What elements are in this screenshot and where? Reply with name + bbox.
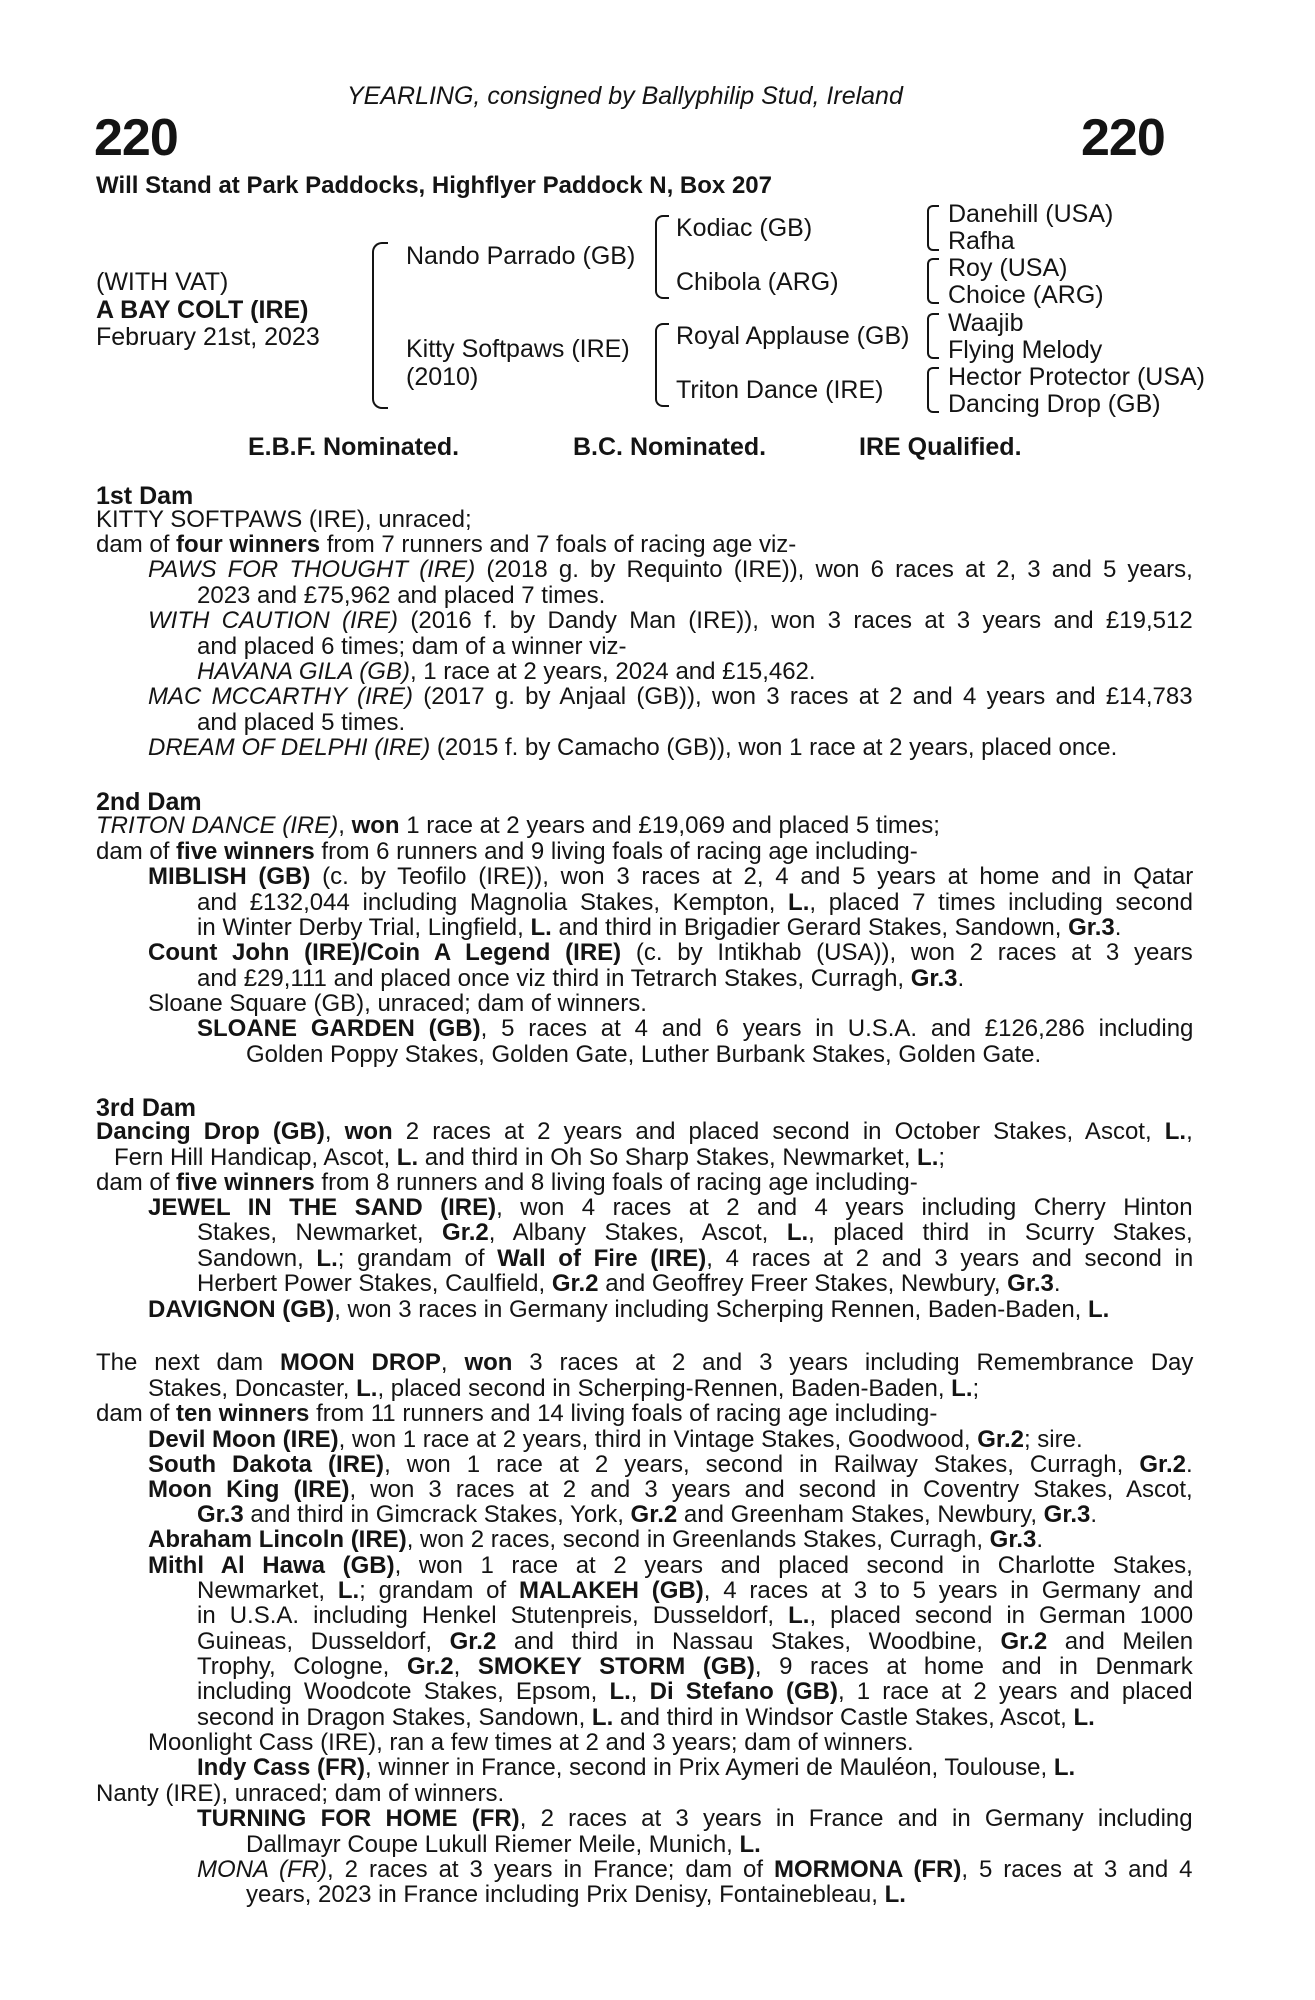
body-line — [197, 1654, 1193, 1679]
text-run: and £29,111 and placed once viz third in Tetrarch Stakes, Curragh, — [197, 965, 911, 992]
body-line — [197, 890, 1193, 915]
body-line — [197, 1502, 1097, 1527]
text-run: and placed 6 times; dam of a winner viz- — [197, 633, 627, 660]
text-run: . — [1090, 1501, 1098, 1528]
text-run: and Meilen — [1047, 1628, 1194, 1655]
bold-text: L. — [396, 1144, 419, 1171]
body-line — [148, 1477, 1193, 1502]
text-run: Herbert Power Stakes, Caulfield, — [197, 1270, 552, 1297]
text-run: from 7 runners and 7 foals of racing age viz- — [320, 531, 797, 558]
body-line — [148, 991, 647, 1016]
text-run: , 4 races at 3 to 5 years in Germany and — [703, 1577, 1194, 1604]
dam-year: (2010) — [406, 363, 479, 391]
text-run: and third in Nassau Stakes, Woodbine, — [496, 1628, 1001, 1655]
body-line — [148, 557, 1193, 582]
body-line — [148, 1452, 1193, 1477]
text-run: , — [1186, 1118, 1193, 1145]
body-line — [197, 1271, 1061, 1296]
text-run: , 2 races at 3 years in France; dam of — [327, 1856, 775, 1883]
text-run: (2017 g. by Anjaal (GB)), won 3 races at 2 and 4 years and £14,783 — [412, 683, 1193, 710]
text-run: , won 3 races at 2 and 3 years and second in Coventry Stakes, Ascot, — [349, 1476, 1193, 1503]
sdd-name: Choice (ARG) — [948, 281, 1104, 309]
pedigree-brace-sire — [655, 215, 669, 299]
ss-name: Kodiac (GB) — [676, 214, 813, 242]
bold-text: L. — [337, 1577, 360, 1604]
bold-text: Gr.3 — [1043, 1501, 1091, 1528]
text-run: and placed 5 times. — [197, 709, 406, 736]
bold-text: SMOKEY STORM (GB) — [477, 1653, 755, 1680]
text-run: , placed second in German 1000 — [809, 1602, 1194, 1629]
text-run: , won 1 race at 2 years, second in Railway Stakes, Curragh, — [384, 1451, 1140, 1478]
text-run: dam of — [96, 838, 177, 865]
body-line — [197, 1806, 1193, 1831]
text-run: from 11 runners and 14 living foals of racing age including- — [309, 1400, 938, 1427]
bold-text: Abraham Lincoln (IRE) — [148, 1526, 407, 1553]
bold-text: Gr.2 — [551, 1270, 599, 1297]
bold-text: Gr.3 — [197, 1501, 244, 1528]
bold-text: Devil Moon (IRE) — [148, 1426, 339, 1453]
bold-text: Di Stefano (GB) — [649, 1678, 838, 1705]
text-run: and Geoffrey Freer Stakes, Newbury, — [598, 1270, 1008, 1297]
vat-note: (WITH VAT) — [96, 268, 229, 296]
text-run: and third in Oh So Sharp Stakes, Newmarket, — [418, 1144, 918, 1171]
text-run: dam of — [96, 1169, 177, 1196]
text-run: Guineas, Dusseldorf, — [197, 1628, 450, 1655]
text-run: 1 race at 2 years and £19,069 and placed 5 times; — [399, 812, 940, 839]
text-run: , 9 races at home and in Denmark — [754, 1653, 1193, 1680]
text-run: , won 3 races in Germany including Scherping Rennen, Baden-Baden, — [334, 1296, 1089, 1323]
bold-text: Dancing Drop (GB) — [96, 1118, 325, 1145]
bold-text: Gr.3 — [1007, 1270, 1054, 1297]
ebf-nomination: E.B.F. Nominated. — [248, 433, 460, 461]
text-run: Golden Poppy Stakes, Golden Gate, Luther Burbank Stakes, Golden Gate. — [246, 1041, 1042, 1068]
bold-text: L. — [591, 1704, 614, 1731]
text-run: , 4 races at 2 and 3 years and second in — [706, 1245, 1194, 1272]
ddd-name: Dancing Drop (GB) — [948, 390, 1161, 418]
bold-text: TURNING FOR HOME (FR) — [197, 1805, 520, 1832]
text-run: , 1 race at 2 years, 2024 and £15,462. — [409, 658, 816, 685]
text-run: 2 races at 2 years and placed second in October Stakes, Ascot, — [392, 1118, 1165, 1145]
body-line — [197, 1220, 1193, 1245]
text-run: (2015 f. by Camacho (GB)), won 1 race at 2 years, placed once. — [430, 734, 1118, 761]
text-run: , — [440, 1349, 465, 1376]
sss-name: Danehill (USA) — [948, 200, 1114, 228]
body-line — [96, 507, 472, 532]
body-line — [148, 1297, 1109, 1322]
body-line — [197, 1629, 1193, 1654]
text-run: , — [324, 1118, 345, 1145]
bold-text: won — [351, 812, 400, 839]
bold-text: Gr.3 — [1068, 914, 1115, 941]
bold-text: L. — [788, 889, 810, 916]
body-line — [96, 813, 940, 838]
text-run: . — [1186, 1451, 1193, 1478]
text-run: Fern Hill Handicap, Ascot, — [114, 1144, 397, 1171]
text-run: , Albany Stakes, Ascot, — [488, 1219, 787, 1246]
body-line — [197, 710, 405, 735]
text-run: ; grandam of — [359, 1577, 519, 1604]
body-line — [148, 1730, 914, 1755]
bold-text: Mithl Al Hawa (GB) — [148, 1552, 395, 1579]
text-run: ; — [938, 1144, 946, 1171]
text-run: Newmarket, — [197, 1577, 338, 1604]
bold-text: four winners — [176, 531, 321, 558]
body-line — [148, 735, 1117, 760]
text-run: , 5 races at 4 and 6 years in U.S.A. and £126,286 including — [480, 1015, 1194, 1042]
text-run: , placed third in Scurry Stakes, — [808, 1219, 1193, 1246]
body-line — [96, 1350, 1193, 1375]
bold-text: L. — [788, 1602, 810, 1629]
bold-text: MOON DROP — [280, 1349, 441, 1376]
body-line — [148, 864, 1193, 889]
body-line — [96, 839, 918, 864]
bold-text: L. — [951, 1375, 973, 1402]
text-run: , 2 races at 3 years in France and in Germany including — [519, 1805, 1193, 1832]
second-dam-heading: 2nd Dam — [96, 788, 202, 816]
text-run: , winner in France, second in Prix Aymeri de Mauléon, Toulouse, — [365, 1754, 1054, 1781]
text-run: and £132,044 including Magnolia Stakes, Kempton, — [197, 889, 789, 916]
ire-qualified: IRE Qualified. — [859, 433, 1022, 461]
bold-text: Gr.2 — [442, 1219, 489, 1246]
bold-text: Count John (IRE)/Coin A Legend (IRE) — [148, 939, 622, 966]
body-line — [197, 634, 627, 659]
bold-text: L. — [739, 1831, 761, 1858]
bold-text: Wall of Fire (IRE) — [497, 1245, 707, 1272]
bold-text: Gr.2 — [449, 1628, 497, 1655]
bold-text: MALAKEH (GB) — [518, 1577, 704, 1604]
text-run: dam of — [96, 1400, 177, 1427]
text-run: and third in Brigadier Gerard Stakes, Sandown, — [551, 914, 1069, 941]
text-run: . — [1114, 914, 1122, 941]
bold-text: ten winners — [176, 1400, 310, 1427]
dss-name: Waajib — [948, 309, 1024, 337]
sd-name: Chibola (ARG) — [676, 268, 839, 296]
bold-text: L. — [1164, 1118, 1187, 1145]
body-line — [197, 1679, 1193, 1704]
text-run: ; — [972, 1375, 980, 1402]
bold-text: Indy Cass (FR) — [197, 1754, 366, 1781]
text-run: , 5 races at 3 and 4 — [961, 1856, 1193, 1883]
body-line — [148, 940, 1193, 965]
dds-name: Hector Protector (USA) — [948, 363, 1206, 391]
location-line: Will Stand at Park Paddocks, Highflyer Paddock N, Box 207 — [96, 172, 772, 199]
dam-name: Kitty Softpaws (IRE) — [406, 335, 630, 363]
text-run: Stakes, Doncaster, — [148, 1375, 357, 1402]
text-run: and Greenham Stakes, Newbury, — [677, 1501, 1044, 1528]
body-line — [148, 1527, 1043, 1552]
bold-text: L. — [1053, 1754, 1076, 1781]
bold-text: Gr.2 — [630, 1501, 678, 1528]
consignor-line: YEARLING, consigned by Ballyphilip Stud, Ireland — [347, 82, 903, 110]
bold-text: SLOANE GARDEN (GB) — [197, 1015, 481, 1042]
lot-number-left: 220 — [94, 109, 178, 167]
body-line — [96, 1170, 918, 1195]
text-run: , won 4 races at 2 and 4 years including Cherry Hinton — [496, 1194, 1193, 1221]
text-run: KITTY SOFTPAWS (IRE), unraced; — [96, 506, 472, 533]
text-run: ; sire. — [1023, 1426, 1083, 1453]
bold-text: L. — [316, 1245, 338, 1272]
text-run: , won 2 races, second in Greenlands Stakes, Curragh, — [406, 1526, 990, 1553]
sds-name: Roy (USA) — [948, 254, 1068, 282]
body-line — [197, 583, 605, 608]
bold-text: DAVIGNON (GB) — [148, 1296, 335, 1323]
body-line — [197, 1705, 1095, 1730]
body-line — [148, 1376, 979, 1401]
text-run: Trophy, Cologne, — [197, 1653, 407, 1680]
lot-number-right: 220 — [1081, 109, 1165, 167]
dsd-name: Flying Melody — [948, 336, 1103, 364]
bold-text: Gr.2 — [406, 1653, 454, 1680]
text-run: Moonlight Cass (IRE), ran a few times at 2 and 3 years; dam of winners. — [148, 1729, 914, 1756]
bold-text: five winners — [176, 1169, 315, 1196]
italic-text: DREAM OF DELPHI (IRE) — [148, 734, 431, 761]
bold-text: won — [344, 1118, 393, 1145]
italic-text: HAVANA GILA (GB) — [197, 658, 410, 685]
text-run: 2023 and £75,962 and placed 7 times. — [197, 582, 606, 609]
sire-name: Nando Parrado (GB) — [406, 242, 636, 270]
text-run: 3 races at 2 and 3 years including Remembrance Day — [512, 1349, 1194, 1376]
bold-text: L. — [609, 1678, 631, 1705]
text-run: Sloane Square (GB), unraced; dam of winners. — [148, 990, 647, 1017]
bold-text: South Dakota (IRE) — [148, 1451, 385, 1478]
text-run: second in Dragon Stakes, Sandown, — [197, 1704, 592, 1731]
text-run: Sandown, — [197, 1245, 317, 1272]
pedigree-brace-sd — [927, 258, 939, 304]
third-dam-heading: 3rd Dam — [96, 1094, 197, 1122]
body-line — [197, 1016, 1193, 1041]
body-line — [96, 1781, 504, 1806]
text-run: (c. by Teofilo (IRE)), won 3 races at 2, 4 and 5 years at home and in Qatar — [310, 863, 1194, 890]
text-run: . — [957, 965, 965, 992]
text-run: , placed 7 times including second — [809, 889, 1193, 916]
bold-text: Gr.3 — [910, 965, 958, 992]
text-run: , 1 race at 2 years and placed — [837, 1678, 1193, 1705]
text-run: including Woodcote Stakes, Epsom, — [197, 1678, 610, 1705]
bold-text: JEWEL IN THE SAND (IRE) — [148, 1194, 497, 1221]
bold-text: L. — [530, 914, 552, 941]
text-run: from 8 runners and 8 living foals of racing age including- — [314, 1169, 918, 1196]
text-run: ; grandam of — [337, 1245, 498, 1272]
italic-text: WITH CAUTION (IRE) — [148, 607, 399, 634]
text-run: (2018 g. by Requinto (IRE)), won 6 races at 2, 3 and 5 years, — [475, 556, 1193, 583]
text-run: Dallmayr Coupe Lukull Riemer Meile, Munich, — [246, 1831, 740, 1858]
text-run: in Winter Derby Trial, Lingfield, — [197, 914, 531, 941]
body-line — [197, 915, 1121, 940]
text-run: Stakes, Newmarket, — [197, 1219, 443, 1246]
body-line — [197, 966, 964, 991]
body-line — [148, 684, 1193, 709]
first-dam-heading: 1st Dam — [96, 482, 194, 510]
body-line — [96, 532, 796, 557]
body-line — [197, 1246, 1193, 1271]
bc-nomination: B.C. Nominated. — [573, 433, 767, 461]
body-line — [197, 659, 816, 684]
text-run: dam of — [96, 531, 177, 558]
text-run: , — [453, 1653, 478, 1680]
body-line — [114, 1145, 945, 1170]
body-line — [246, 1882, 906, 1907]
bold-text: Gr.3 — [989, 1526, 1037, 1553]
text-run: Nanty (IRE), unraced; dam of winners. — [96, 1780, 505, 1807]
bold-text: Moon King (IRE) — [148, 1476, 350, 1503]
pedigree-brace-main — [372, 242, 388, 409]
italic-text: PAWS FOR THOUGHT (IRE) — [148, 556, 476, 583]
bold-text: L. — [1073, 1704, 1095, 1731]
bold-text: L. — [1088, 1296, 1110, 1323]
pedigree-brace-ds — [927, 313, 939, 359]
bold-text: MIBLISH (GB) — [148, 863, 311, 890]
pedigree-brace-dam — [655, 323, 669, 407]
ds-name: Royal Applause (GB) — [676, 322, 910, 350]
dd-name: Triton Dance (IRE) — [676, 376, 884, 404]
body-line — [148, 1427, 1083, 1452]
text-run: from 6 runners and 9 living foals of racing age including- — [314, 838, 918, 865]
text-run: and third in Gimcrack Stakes, York, — [243, 1501, 631, 1528]
text-run: , — [630, 1678, 650, 1705]
text-run: , placed second in Scherping-Rennen, Baden-Baden, — [377, 1375, 952, 1402]
text-run: (2016 f. by Dandy Man (IRE)), won 3 races at 3 years and £19,512 — [398, 607, 1193, 634]
text-run: . — [1036, 1526, 1044, 1553]
bold-text: L. — [356, 1375, 378, 1402]
horse-name: A BAY COLT (IRE) — [96, 296, 309, 324]
bold-text: L. — [786, 1219, 809, 1246]
text-run: years, 2023 in France including Prix Denisy, Fontainebleau, — [246, 1881, 885, 1908]
text-run: , — [338, 812, 352, 839]
body-line — [197, 1755, 1075, 1780]
bold-text: L. — [884, 1881, 906, 1908]
body-line — [246, 1042, 1041, 1067]
italic-text: MAC MCCARTHY (IRE) — [148, 683, 413, 710]
body-line — [96, 1401, 937, 1426]
bold-text: Gr.2 — [1139, 1451, 1187, 1478]
bold-text: won — [464, 1349, 513, 1376]
text-run: , won 1 race at 2 years and placed second in Charlotte Stakes, — [394, 1552, 1193, 1579]
text-run: , won 1 race at 2 years, third in Vintage Stakes, Goodwood, — [338, 1426, 978, 1453]
text-run: . — [1053, 1270, 1061, 1297]
text-run: in U.S.A. including Henkel Stutenpreis, Dusseldorf, — [197, 1602, 789, 1629]
bold-text: Gr.2 — [1000, 1628, 1048, 1655]
bold-text: MORMONA (FR) — [774, 1856, 962, 1883]
text-run: The next dam — [96, 1349, 281, 1376]
ssd-name: Rafha — [948, 227, 1015, 255]
body-line — [148, 608, 1193, 633]
body-line — [197, 1857, 1193, 1882]
italic-text: TRITON DANCE (IRE) — [96, 812, 339, 839]
body-line — [246, 1832, 761, 1857]
text-run: (c. by Intikhab (USA)), won 2 races at 3 years — [621, 939, 1193, 966]
horse-dob: February 21st, 2023 — [96, 323, 320, 351]
pedigree-brace-dd — [927, 367, 939, 413]
body-line — [148, 1195, 1193, 1220]
body-line — [197, 1578, 1193, 1603]
bold-text: Gr.2 — [977, 1426, 1024, 1453]
body-line — [148, 1553, 1193, 1578]
italic-text: MONA (FR) — [197, 1856, 328, 1883]
bold-text: five winners — [176, 838, 315, 865]
body-line — [197, 1603, 1193, 1628]
pedigree-brace-ss — [927, 205, 939, 251]
text-run: and third in Windsor Castle Stakes, Ascot, — [613, 1704, 1074, 1731]
bold-text: L. — [917, 1144, 939, 1171]
body-line — [96, 1119, 1193, 1144]
